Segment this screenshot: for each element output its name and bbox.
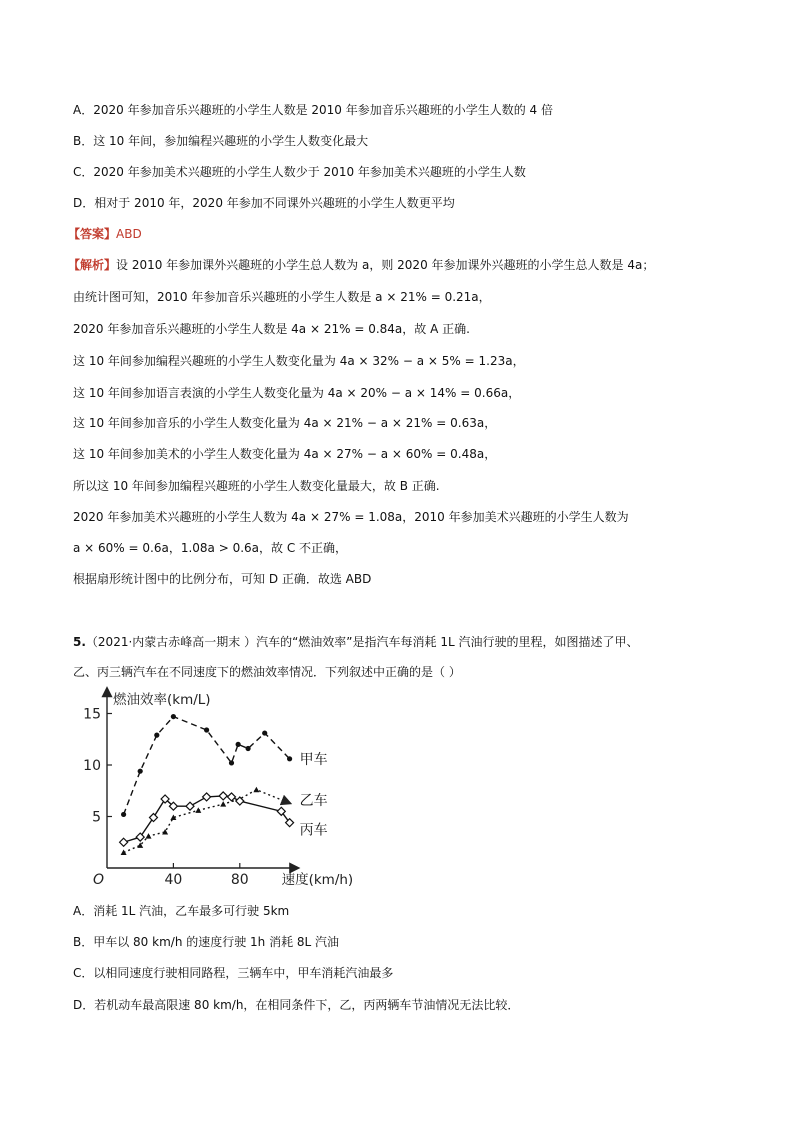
data-point bbox=[136, 833, 144, 841]
data-point bbox=[120, 838, 128, 846]
analysis-line: 这 10 年间参加音乐的小学生人数变化量为 4a × 21% − a × 21% = 0.63a， bbox=[73, 416, 497, 430]
y-tick-label: 5 bbox=[92, 809, 101, 826]
q5-option-a: A．消耗 1L 汽油，乙车最多可行驶 5km bbox=[73, 904, 290, 918]
analysis-line: 这 10 年间参加编程兴趣班的小学生人数变化量为 4a × 32% − a × 5% = 1.23a， bbox=[73, 354, 525, 368]
analysis-line: 2020 年参加音乐兴趣班的小学生人数是 4a × 21% = 0.84a，故 A 正确. bbox=[73, 322, 470, 336]
data-point bbox=[204, 727, 209, 732]
fuel-efficiency-chart bbox=[85, 688, 375, 898]
analysis-line: a × 60% = 0.6a，1.08a > 0.6a，故 C 不正确， bbox=[73, 541, 348, 555]
data-point bbox=[203, 793, 211, 801]
data-point bbox=[246, 746, 251, 751]
data-point bbox=[121, 850, 127, 856]
data-point bbox=[229, 760, 234, 765]
x-axis-label: 速度(km/h) bbox=[281, 872, 354, 888]
series-label: 乙车 bbox=[299, 793, 328, 810]
option-c-prev: C．2020 年参加美术兴趣班的小学生人数少于 2010 年参加美术兴趣班的小学生人数 bbox=[73, 165, 526, 179]
origin-label: O bbox=[93, 872, 105, 888]
analysis-line: 这 10 年间参加美术的小学生人数变化量为 4a × 27% − a × 60% = 0.48a， bbox=[73, 447, 497, 461]
question-5-line-2: 乙、丙三辆汽车在不同速度下的燃油效率情况．下列叙述中正确的是（ ） bbox=[73, 665, 461, 679]
answer-value: ABD bbox=[116, 227, 142, 241]
analysis-tag: 【解析】 bbox=[68, 258, 117, 272]
option-a-prev: A．2020 年参加音乐兴趣班的小学生人数是 2010 年参加音乐兴趣班的小学生人数的 4 倍 bbox=[73, 103, 553, 117]
analysis-first-text: 设 2010 年参加课外兴趣班的小学生总人数为 a，则 2020 年参加课外兴趣班的小学生总人数是 4a； bbox=[116, 258, 655, 272]
question-5-line-1 bbox=[73, 633, 638, 651]
data-point bbox=[236, 742, 241, 747]
y-axis-label: 燃油效率(km/L) bbox=[113, 692, 211, 708]
series-label: 甲车 bbox=[299, 751, 328, 768]
question-5-text-1: （2021·内蒙古赤峰高一期末 ）汽车的“燃油效率”是指汽车每消耗 1L 汽油行驶的里程，如图描述了甲、 bbox=[85, 635, 639, 649]
y-tick-label: 15 bbox=[83, 706, 101, 723]
answer-tag: 【答案】 bbox=[68, 227, 117, 241]
analysis-line: 2020 年参加美术兴趣班的小学生人数为 4a × 27% = 1.08a，2010 年参加美术兴趣班的小学生人数为 bbox=[73, 510, 629, 524]
data-point bbox=[195, 807, 201, 813]
data-point bbox=[171, 714, 176, 719]
analysis-line: 根据扇形统计图中的比例分布，可知 D 正确．故选 ABD bbox=[73, 572, 372, 586]
y-tick-label: 10 bbox=[83, 758, 101, 774]
question-number: 5. bbox=[73, 635, 86, 649]
analysis-line: 由统计图可知，2010 年参加音乐兴趣班的小学生人数是 a × 21% = 0.21a， bbox=[73, 290, 491, 304]
data-point bbox=[154, 733, 159, 738]
data-point bbox=[253, 787, 259, 793]
data-point bbox=[220, 801, 226, 807]
x-tick-label: 40 bbox=[164, 872, 183, 888]
data-point bbox=[146, 833, 152, 839]
data-point bbox=[162, 829, 168, 835]
q5-option-b: B．甲车以 80 km/h 的速度行驶 1h 消耗 8L 汽油 bbox=[73, 935, 340, 949]
x-tick-label: 80 bbox=[230, 872, 249, 888]
chart-axes bbox=[107, 689, 298, 868]
data-point bbox=[186, 802, 194, 810]
q5-option-c: C．以相同速度行驶相同路程，三辆车中，甲车消耗汽油最多 bbox=[73, 966, 394, 980]
answer-line bbox=[68, 225, 142, 243]
data-point bbox=[287, 756, 292, 761]
analysis-line: 这 10 年间参加语言表演的小学生人数变化量为 4a × 20% − a × 14% = 0.66a， bbox=[73, 386, 521, 400]
analysis-line: 所以这 10 年间参加编程兴趣班的小学生人数变化量最大，故 B 正确. bbox=[73, 479, 440, 493]
chart-series bbox=[120, 714, 294, 855]
data-point bbox=[228, 793, 236, 801]
analysis-first-line bbox=[68, 256, 654, 274]
chart-labels bbox=[83, 691, 353, 888]
option-b-prev: B．这 10 年间，参加编程兴趣班的小学生人数变化最大 bbox=[73, 134, 369, 148]
data-point bbox=[219, 792, 227, 800]
data-point bbox=[121, 812, 126, 817]
data-point bbox=[149, 814, 157, 822]
data-point bbox=[138, 769, 143, 774]
data-point bbox=[262, 730, 267, 735]
data-point bbox=[236, 797, 244, 805]
q5-option-d: D．若机动车最高限速 80 km/h，在相同条件下，乙，丙两辆车节油情况无法比较． bbox=[73, 998, 520, 1012]
series-label: 丙车 bbox=[299, 822, 328, 839]
option-d-prev: D．相对于 2010 年，2020 年参加不同课外兴趣班的小学生人数更平均 bbox=[73, 196, 455, 210]
